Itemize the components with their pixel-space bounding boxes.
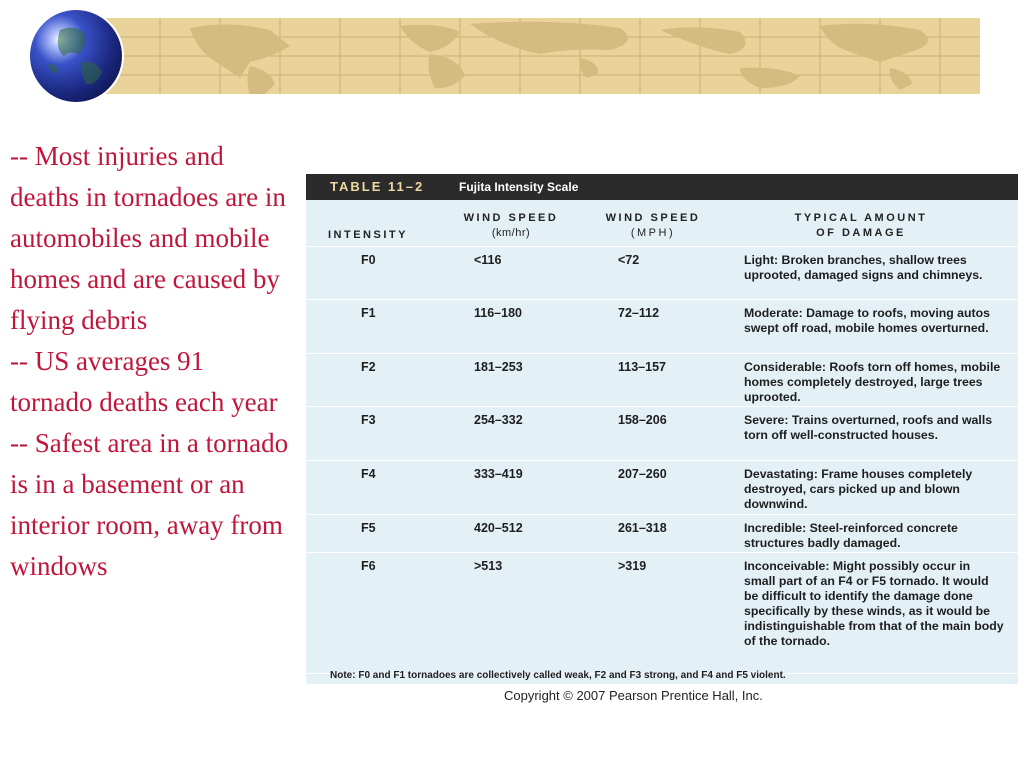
header-intensity: INTENSITY — [328, 229, 408, 241]
cell-damage: Inconceivable: Might possibly occur in small part of an F4 or F5 tornado. It would be difficult to identify the damage done specifically by these winds, as it would be indistinguishable from that of the main body of the tornado. — [744, 559, 1004, 648]
bullet-list — [10, 136, 290, 587]
copyright-text: Copyright © 2007 Pearson Prentice Hall, Inc. — [504, 688, 763, 703]
cell-intensity: F1 — [361, 306, 376, 320]
cell-kmh: 333–419 — [474, 467, 523, 481]
header-wind-mph — [598, 211, 708, 241]
header-kmh-top: WIND SPEED — [463, 212, 559, 224]
table-row — [306, 247, 1018, 300]
header-mph-top: WIND SPEED — [605, 212, 701, 224]
table-header-bar — [306, 174, 1018, 200]
cell-kmh: 181–253 — [474, 360, 523, 374]
header-mph-sub: (MPH) — [630, 227, 676, 239]
bullet-item: -- Most injuries and deaths in tornadoes are in automobiles and mobile homes and are caused by flying debris — [10, 141, 286, 335]
cell-kmh: <116 — [474, 253, 502, 267]
cell-intensity: F5 — [361, 521, 376, 535]
cell-mph: <72 — [618, 253, 640, 267]
cell-damage: Devastating: Frame houses completely destroyed, cars picked up and blown downwind. — [744, 467, 973, 511]
cell-mph: 72–112 — [618, 306, 660, 320]
column-headers — [306, 200, 1018, 247]
table-number: TABLE 11–2 — [330, 179, 425, 194]
cell-mph: 158–206 — [618, 413, 667, 427]
table-row — [306, 407, 1018, 461]
cell-kmh: 116–180 — [474, 306, 522, 320]
cell-damage: Incredible: Steel-reinforced concrete structures badly damaged. — [744, 521, 958, 550]
cell-damage: Moderate: Damage to roofs, moving autos swept off road, mobile homes overturned. — [744, 306, 990, 335]
header-kmh-sub: (km/hr) — [491, 227, 531, 239]
cell-mph: 261–318 — [618, 521, 667, 535]
table-row — [306, 461, 1018, 515]
cell-mph: 207–260 — [618, 467, 667, 481]
cell-intensity: F0 — [361, 253, 376, 267]
header-damage-sub: OF DAMAGE — [816, 227, 906, 239]
table-note: Note: F0 and F1 tornadoes are collectively called weak, F2 and F3 strong, and F4 and F5 violent. — [330, 670, 786, 681]
header-damage-top: TYPICAL AMOUNT — [794, 212, 928, 224]
table-title: Fujita Intensity Scale — [459, 180, 579, 194]
cell-kmh: >513 — [474, 559, 503, 573]
cell-damage: Considerable: Roofs torn off homes, mobile homes completely destroyed, large trees uprooted. — [744, 360, 1001, 404]
fujita-table — [306, 174, 1018, 684]
globe-icon — [30, 10, 122, 102]
cell-mph: >319 — [618, 559, 647, 573]
table-body — [306, 247, 1018, 674]
cell-intensity: F3 — [361, 413, 376, 427]
cell-kmh: 254–332 — [474, 413, 523, 427]
cell-kmh: 420–512 — [474, 521, 523, 535]
bullet-item: -- Safest area in a tornado is in a basement or an interior room, away from windows — [10, 428, 289, 581]
table-row — [306, 515, 1018, 553]
cell-intensity: F4 — [361, 467, 376, 481]
bullet-item: -- US averages 91 tornado deaths each year — [10, 346, 278, 417]
header-wind-kmh — [451, 211, 571, 241]
cell-damage: Severe: Trains overturned, roofs and walls torn off well-constructed houses. — [744, 413, 993, 442]
cell-intensity: F6 — [361, 559, 376, 573]
cell-damage: Light: Broken branches, shallow trees uprooted, damaged signs and chimneys. — [744, 253, 983, 282]
table-row — [306, 553, 1018, 674]
cell-mph: 113–157 — [618, 360, 666, 374]
table-row — [306, 300, 1018, 354]
world-map-banner — [100, 18, 980, 94]
table-row — [306, 354, 1018, 407]
header-damage — [776, 211, 946, 241]
cell-intensity: F2 — [361, 360, 376, 374]
